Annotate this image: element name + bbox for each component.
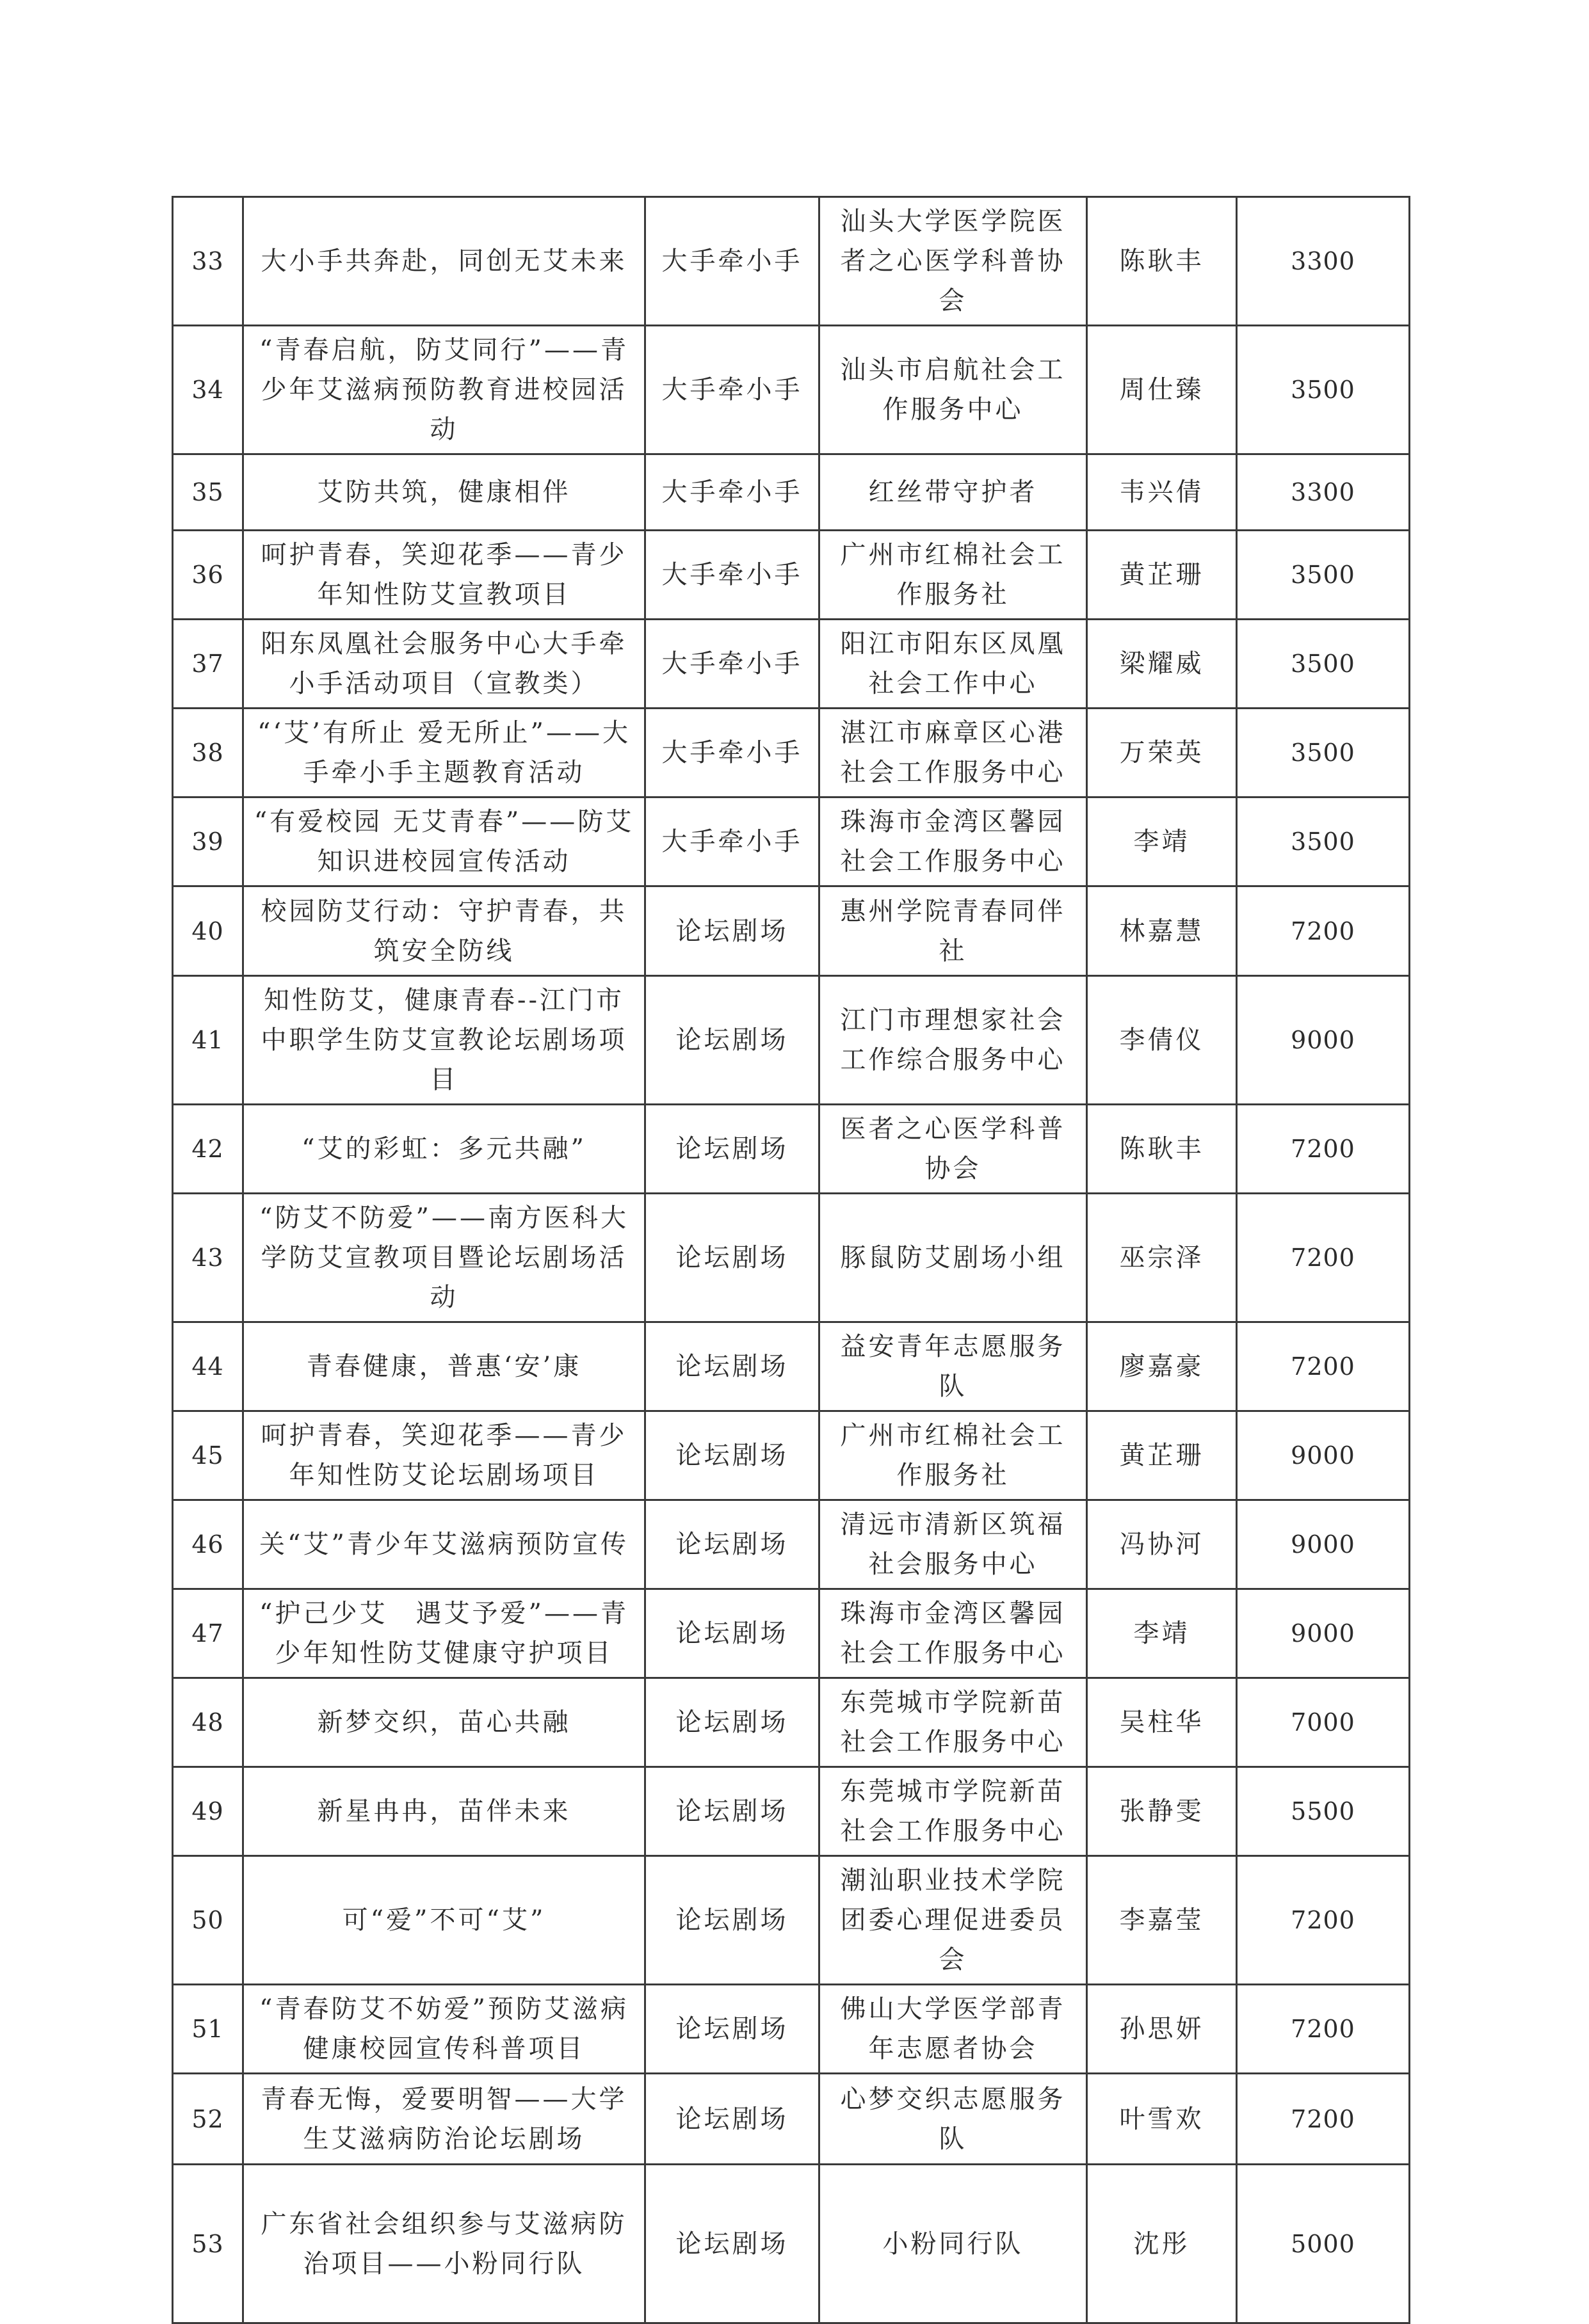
row-number: 35: [173, 454, 243, 531]
row-number: 40: [173, 886, 243, 976]
organization-name: 广州市红棉社会工作服务社: [819, 1411, 1087, 1500]
project-category: 大手牵小手: [645, 620, 819, 709]
row-number: 36: [173, 531, 243, 620]
row-number: 46: [173, 1500, 243, 1589]
project-name: 青春无悔，爱要明智——大学生艾滋病防治论坛剧场: [243, 2074, 645, 2165]
funding-amount: 7200: [1237, 1985, 1410, 2074]
project-category: 大手牵小手: [645, 454, 819, 531]
project-leader: 万荣英: [1087, 709, 1237, 797]
organization-name: 豚鼠防艾剧场小组: [819, 1194, 1087, 1322]
table-row: [173, 1589, 1410, 1678]
organization-name: 清远市清新区筑福社会服务中心: [819, 1500, 1087, 1589]
project-leader: 周仕臻: [1087, 326, 1237, 454]
project-name: 青春健康，普惠‘安’康: [243, 1322, 645, 1411]
table-row: [173, 1767, 1410, 1856]
project-leader: 黄芷珊: [1087, 1411, 1237, 1500]
project-category: 论坛剧场: [645, 2165, 819, 2323]
project-leader: 吴柱华: [1087, 1678, 1237, 1767]
project-name: 可“爱”不可“艾”: [243, 1856, 645, 1985]
row-number: 44: [173, 1322, 243, 1411]
organization-name: 珠海市金湾区馨园社会工作服务中心: [819, 797, 1087, 886]
organization-name: 东莞城市学院新苗社会工作服务中心: [819, 1678, 1087, 1767]
project-category: 论坛剧场: [645, 1411, 819, 1500]
project-category: 大手牵小手: [645, 197, 819, 326]
funding-amount: 7200: [1237, 886, 1410, 976]
table-row: [173, 1678, 1410, 1767]
project-name: 知性防艾，健康青春--江门市中职学生防艾宣教论坛剧场项目: [243, 976, 645, 1105]
project-name: “护己少艾 遇艾予爱”——青少年知性防艾健康守护项目: [243, 1589, 645, 1678]
organization-name: 珠海市金湾区馨园社会工作服务中心: [819, 1589, 1087, 1678]
organization-name: 阳江市阳东区凤凰社会工作中心: [819, 620, 1087, 709]
project-category: 大手牵小手: [645, 326, 819, 454]
organization-name: 湛江市麻章区心港社会工作服务中心: [819, 709, 1087, 797]
project-name: 呵护青春，笑迎花季——青少年知性防艾宣教项目: [243, 531, 645, 620]
project-name: “‘艾’有所止 爱无所止”——大手牵小手主题教育活动: [243, 709, 645, 797]
project-leader: 巫宗泽: [1087, 1194, 1237, 1322]
table-row: [173, 2165, 1410, 2323]
funding-amount: 3500: [1237, 326, 1410, 454]
row-number: 45: [173, 1411, 243, 1500]
project-name: 大小手共奔赴，同创无艾未来: [243, 197, 645, 326]
project-category: 论坛剧场: [645, 1194, 819, 1322]
project-category: 论坛剧场: [645, 1500, 819, 1589]
table-row: [173, 1985, 1410, 2074]
row-number: 37: [173, 620, 243, 709]
project-name: 广东省社会组织参与艾滋病防治项目——小粉同行队: [243, 2165, 645, 2323]
table-row: [173, 1500, 1410, 1589]
project-name: “防艾不防爱”——南方医科大学防艾宣教项目暨论坛剧场活动: [243, 1194, 645, 1322]
funding-amount: 3500: [1237, 709, 1410, 797]
project-leader: 李倩仪: [1087, 976, 1237, 1105]
table-row: [173, 886, 1410, 976]
table-row: [173, 709, 1410, 797]
organization-name: 惠州学院青春同伴社: [819, 886, 1087, 976]
project-name: “青春启航，防艾同行”——青少年艾滋病预防教育进校园活动: [243, 326, 645, 454]
funding-amount: 9000: [1237, 1411, 1410, 1500]
table-row: [173, 1105, 1410, 1194]
project-category: 论坛剧场: [645, 1767, 819, 1856]
project-category: 大手牵小手: [645, 709, 819, 797]
project-name: “艾的彩虹：多元共融”: [243, 1105, 645, 1194]
table-row: [173, 2074, 1410, 2165]
project-name: 阳东凤凰社会服务中心大手牵小手活动项目（宣教类）: [243, 620, 645, 709]
project-leader: 李靖: [1087, 797, 1237, 886]
project-category: 大手牵小手: [645, 531, 819, 620]
project-table: [172, 196, 1410, 2324]
project-name: 校园防艾行动：守护青春，共筑安全防线: [243, 886, 645, 976]
project-category: 论坛剧场: [645, 1589, 819, 1678]
row-number: 38: [173, 709, 243, 797]
project-category: 论坛剧场: [645, 1322, 819, 1411]
project-leader: 张静雯: [1087, 1767, 1237, 1856]
organization-name: 佛山大学医学部青年志愿者协会: [819, 1985, 1087, 2074]
project-leader: 李嘉莹: [1087, 1856, 1237, 1985]
organization-name: 江门市理想家社会工作综合服务中心: [819, 976, 1087, 1105]
row-number: 34: [173, 326, 243, 454]
project-name: “青春防艾不妨爱”预防艾滋病健康校园宣传科普项目: [243, 1985, 645, 2074]
row-number: 52: [173, 2074, 243, 2165]
project-leader: 李靖: [1087, 1589, 1237, 1678]
table-row: [173, 620, 1410, 709]
funding-amount: 5000: [1237, 2165, 1410, 2323]
organization-name: 医者之心医学科普协会: [819, 1105, 1087, 1194]
table-row: [173, 1322, 1410, 1411]
row-number: 49: [173, 1767, 243, 1856]
organization-name: 潮汕职业技术学院团委心理促进委员会: [819, 1856, 1087, 1985]
project-category: 论坛剧场: [645, 2074, 819, 2165]
project-table-body: [173, 197, 1410, 2323]
row-number: 42: [173, 1105, 243, 1194]
row-number: 53: [173, 2165, 243, 2323]
project-category: 论坛剧场: [645, 1856, 819, 1985]
organization-name: 东莞城市学院新苗社会工作服务中心: [819, 1767, 1087, 1856]
funding-amount: 5500: [1237, 1767, 1410, 1856]
project-category: 论坛剧场: [645, 976, 819, 1105]
funding-amount: 3300: [1237, 454, 1410, 531]
project-leader: 廖嘉豪: [1087, 1322, 1237, 1411]
project-category: 大手牵小手: [645, 797, 819, 886]
table-row: [173, 326, 1410, 454]
project-leader: 孙思妍: [1087, 1985, 1237, 2074]
row-number: 33: [173, 197, 243, 326]
row-number: 41: [173, 976, 243, 1105]
project-name: 新星冉冉，苗伴未来: [243, 1767, 645, 1856]
table-row: [173, 1856, 1410, 1985]
organization-name: 汕头市启航社会工作服务中心: [819, 326, 1087, 454]
table-row: [173, 531, 1410, 620]
table-row: [173, 1411, 1410, 1500]
table-row: [173, 976, 1410, 1105]
project-leader: 韦兴倩: [1087, 454, 1237, 531]
funding-amount: 7200: [1237, 1194, 1410, 1322]
table-row: [173, 1194, 1410, 1322]
table-row: [173, 797, 1410, 886]
organization-name: 红丝带守护者: [819, 454, 1087, 531]
funding-amount: 7200: [1237, 1105, 1410, 1194]
project-name: 艾防共筑，健康相伴: [243, 454, 645, 531]
funding-amount: 9000: [1237, 1500, 1410, 1589]
organization-name: 益安青年志愿服务队: [819, 1322, 1087, 1411]
project-leader: 陈耿丰: [1087, 197, 1237, 326]
organization-name: 小粉同行队: [819, 2165, 1087, 2323]
row-number: 43: [173, 1194, 243, 1322]
project-name: “有爱校园 无艾青春”——防艾知识进校园宣传活动: [243, 797, 645, 886]
funding-amount: 7200: [1237, 1856, 1410, 1985]
project-name: 呵护青春，笑迎花季——青少年知性防艾论坛剧场项目: [243, 1411, 645, 1500]
project-leader: 林嘉慧: [1087, 886, 1237, 976]
row-number: 39: [173, 797, 243, 886]
project-leader: 黄芷珊: [1087, 531, 1237, 620]
project-category: 论坛剧场: [645, 1678, 819, 1767]
table-row: [173, 454, 1410, 531]
funding-amount: 9000: [1237, 1589, 1410, 1678]
funding-amount: 3300: [1237, 197, 1410, 326]
funding-amount: 3500: [1237, 531, 1410, 620]
funding-amount: 7000: [1237, 1678, 1410, 1767]
project-category: 论坛剧场: [645, 1985, 819, 2074]
project-leader: 冯协河: [1087, 1500, 1237, 1589]
funding-amount: 3500: [1237, 620, 1410, 709]
project-category: 论坛剧场: [645, 886, 819, 976]
funding-amount: 9000: [1237, 976, 1410, 1105]
funding-amount: 3500: [1237, 797, 1410, 886]
table-row: [173, 197, 1410, 326]
project-leader: 陈耿丰: [1087, 1105, 1237, 1194]
project-leader: 沈彤: [1087, 2165, 1237, 2323]
project-leader: 叶雪欢: [1087, 2074, 1237, 2165]
project-category: 论坛剧场: [645, 1105, 819, 1194]
row-number: 47: [173, 1589, 243, 1678]
project-name: 关“艾”青少年艾滋病预防宣传: [243, 1500, 645, 1589]
funding-amount: 7200: [1237, 2074, 1410, 2165]
organization-name: 汕头大学医学院医者之心医学科普协会: [819, 197, 1087, 326]
project-leader: 梁耀威: [1087, 620, 1237, 709]
row-number: 50: [173, 1856, 243, 1985]
funding-amount: 7200: [1237, 1322, 1410, 1411]
organization-name: 心梦交织志愿服务队: [819, 2074, 1087, 2165]
row-number: 48: [173, 1678, 243, 1767]
project-name: 新梦交织，苗心共融: [243, 1678, 645, 1767]
organization-name: 广州市红棉社会工作服务社: [819, 531, 1087, 620]
row-number: 51: [173, 1985, 243, 2074]
